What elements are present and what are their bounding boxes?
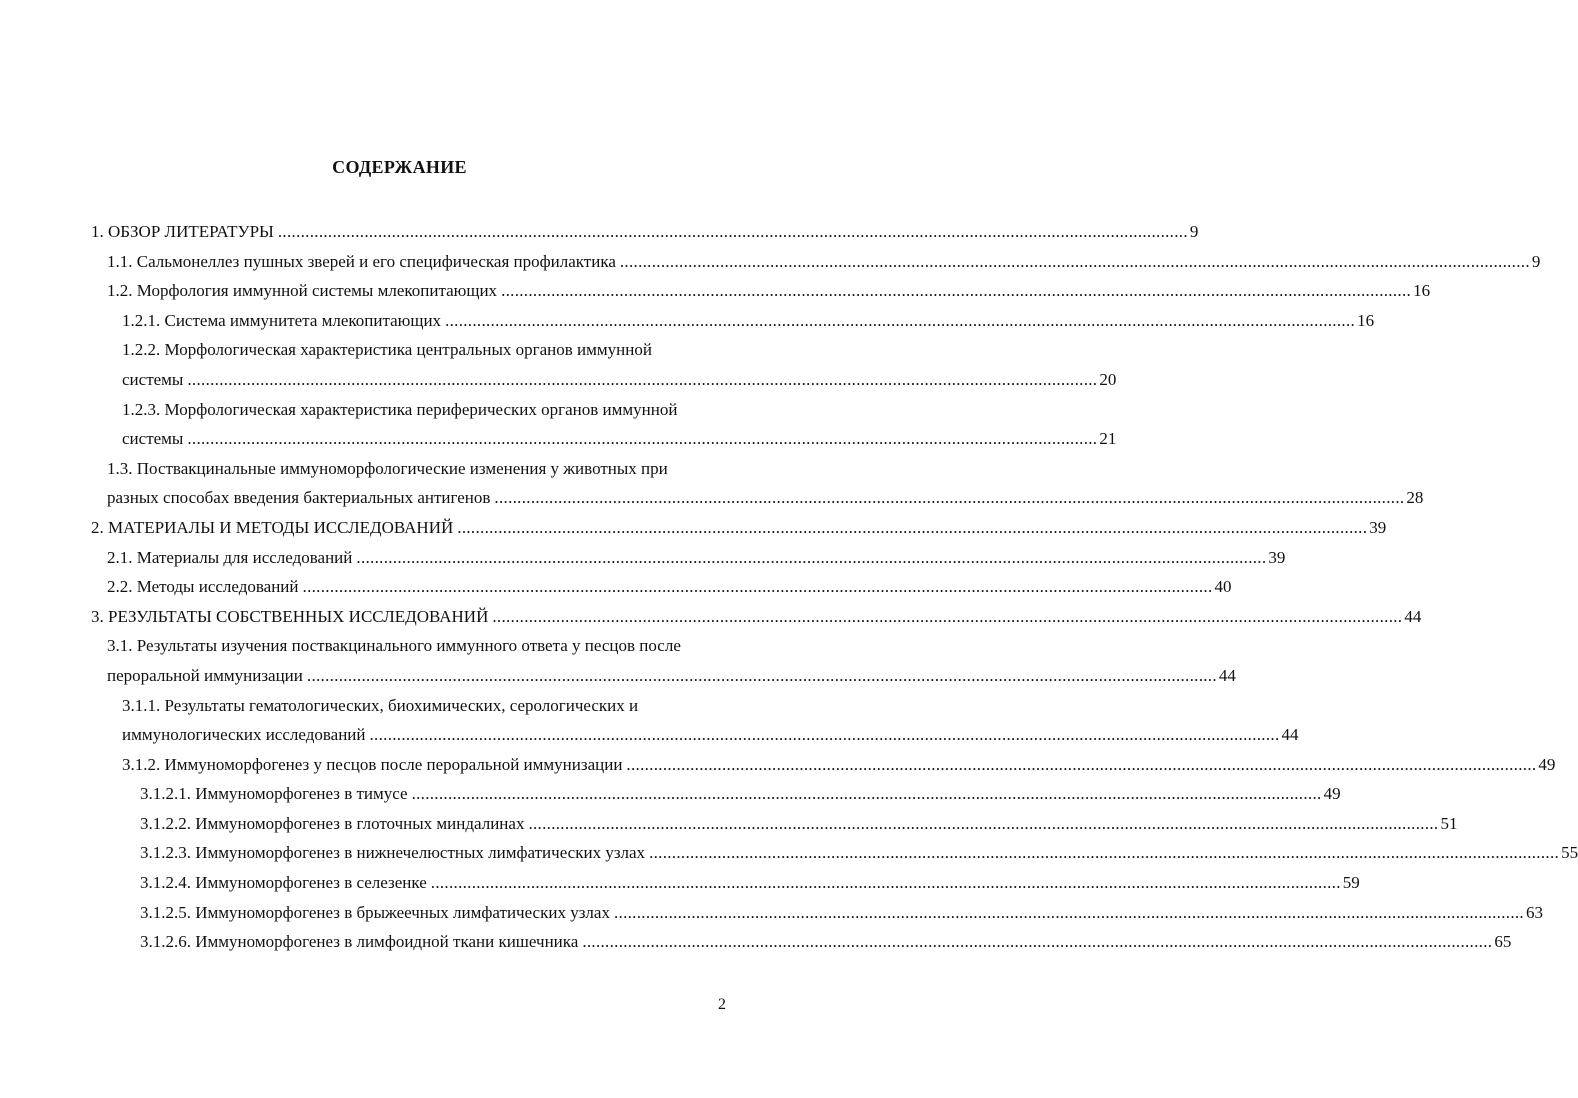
toc-entry-page: 44 (1404, 606, 1422, 626)
toc-entry-title-first-line: 1.3. Поствакцинальные иммуноморфологические изменения у животных при (107, 458, 668, 478)
toc-entry-3-1-2-4[interactable] (0, 868, 1360, 898)
toc-entry-3-1-2-3[interactable] (0, 838, 1578, 868)
toc-entry-title-first-line: 3.1.1. Результаты гематологических, биохимических, серологических и (122, 695, 639, 715)
toc-entry-title: 3.1.2.1. Иммуноморфогенез в тимусе (140, 784, 408, 804)
toc-entry-title: системы (122, 429, 184, 449)
toc-entry-title: 3.1.2.5. Иммуноморфогенез в брыжеечных лимфатических узлах (140, 902, 610, 922)
toc-entry-1-3[interactable] (0, 454, 1424, 513)
toc-entry-2-1[interactable] (0, 543, 1286, 573)
toc-entry-3-1-2-2[interactable] (0, 809, 1458, 839)
toc-entry-page: 49 (1323, 784, 1341, 804)
toc-entry-3-1-2[interactable] (0, 750, 1556, 780)
toc-entry-page: 9 (1531, 251, 1541, 271)
dot-leader: ........................................................................................................................................................................................................ (626, 754, 1537, 774)
toc-entry-page: 44 (1218, 665, 1236, 685)
toc-entry-page: 59 (1342, 873, 1360, 893)
toc-entry-3[interactable] (0, 602, 1422, 632)
toc-entry-page: 55 (1561, 843, 1578, 863)
toc-entry-title: разных способах введения бактериальных антигенов (107, 488, 491, 508)
dot-leader: ........................................................................................................................................................................................................ (619, 251, 1530, 271)
toc-entry-page: 9 (1189, 222, 1199, 241)
dot-leader: ........................................................................................................................................................................................................ (649, 843, 1560, 863)
toc-entry-title: 2. МАТЕРИАЛЫ И МЕТОДЫ ИССЛЕДОВАНИЙ (91, 517, 454, 537)
toc-entry-title: 3.1.2. Иммуноморфогенез у песцов после пероральной иммунизации (122, 754, 623, 774)
toc-entry-title: 2.2. Методы исследований (107, 577, 299, 597)
toc-entry-3-1[interactable] (0, 631, 1236, 690)
toc-entry-title-first-line: 1.2.2. Морфологическая характеристика центральных органов иммунной (122, 340, 652, 360)
dot-leader: ........................................................................................................................................................................................................ (187, 369, 1098, 389)
toc-entry-title: 3.1.2.2. Иммуноморфогенез в глоточных миндалинах (140, 813, 525, 833)
toc-entry-1-2-3[interactable] (0, 395, 1117, 454)
toc-entry-page: 63 (1525, 902, 1543, 922)
toc-entry-title: 1.2. Морфология иммунной системы млекопитающих (107, 281, 498, 301)
page-number: 2 (718, 996, 726, 1013)
toc-entry-page: 20 (1099, 369, 1117, 389)
dot-leader: ........................................................................................................................................................................................................ (430, 873, 1341, 893)
toc-entry-title: системы (122, 369, 184, 389)
toc-entry-title: 1.2.1. Система иммунитета млекопитающих (122, 310, 442, 330)
dot-leader: ........................................................................................................................................................................................................ (277, 222, 1188, 241)
dot-leader: ........................................................................................................................................................................................................ (501, 281, 1412, 301)
toc-entry-title: 2.1. Материалы для исследований (107, 547, 353, 567)
toc-entry-title: пероральной иммунизации (107, 665, 303, 685)
dot-leader: ........................................................................................................................................................................................................ (494, 488, 1405, 508)
dot-leader: ........................................................................................................................................................................................................ (306, 665, 1217, 685)
toc-entry-title-first-line: 3.1. Результаты изучения поствакцинального иммунного ответа у песцов после (107, 636, 681, 656)
toc-entry-title: 3.1.2.4. Иммуноморфогенез в селезенке (140, 873, 427, 893)
dot-leader: ........................................................................................................................................................................................................ (492, 606, 1403, 626)
toc-entry-page: 65 (1494, 932, 1512, 952)
dot-leader: ........................................................................................................................................................................................................ (582, 932, 1493, 952)
toc-entry-page: 16 (1413, 281, 1431, 301)
toc-entry-title: 1.1. Сальмонеллез пушных зверей и его специфическая профилактика (107, 251, 616, 271)
dot-leader: ........................................................................................................................................................................................................ (613, 902, 1524, 922)
toc-entry-1-1[interactable] (0, 247, 1541, 277)
toc-title: СОДЕРЖАНИЕ (332, 157, 467, 177)
toc-entry-title: 3.1.2.3. Иммуноморфогенез в нижнечелюстных лимфатических узлах (140, 843, 646, 863)
toc-entry-page: 51 (1440, 813, 1458, 833)
toc-entry-page: 16 (1357, 310, 1375, 330)
toc-entry-1-2[interactable] (0, 276, 1431, 306)
dot-leader: ........................................................................................................................................................................................................ (187, 429, 1098, 449)
toc-entry-1[interactable] (0, 217, 1199, 247)
toc-entry-2[interactable] (0, 513, 1387, 543)
toc-entry-3-1-2-1[interactable] (0, 779, 1341, 809)
toc-entry-page: 40 (1214, 577, 1232, 597)
dot-leader: ........................................................................................................................................................................................................ (302, 577, 1213, 597)
dot-leader: ........................................................................................................................................................................................................ (528, 813, 1439, 833)
toc-entry-3-1-1[interactable] (0, 691, 1299, 750)
toc-entry-3-1-2-5[interactable] (0, 898, 1543, 928)
dot-leader: ........................................................................................................................................................................................................ (411, 784, 1322, 804)
dot-leader: ........................................................................................................................................................................................................ (445, 310, 1356, 330)
toc-entry-page: 49 (1538, 754, 1556, 774)
toc-entry-2-2[interactable] (0, 572, 1232, 602)
toc-entry-title: иммунологических исследований (122, 725, 366, 745)
toc-entry-page: 39 (1369, 517, 1387, 537)
toc-entry-page: 44 (1281, 725, 1299, 745)
table-of-contents (0, 217, 1578, 957)
toc-entry-title: 3.1.2.6. Иммуноморфогенез в лимфоидной ткани кишечника (140, 932, 579, 952)
toc-entry-1-2-2[interactable] (0, 335, 1117, 394)
dot-leader: ........................................................................................................................................................................................................ (369, 725, 1280, 745)
toc-entry-title: 3. РЕЗУЛЬТАТЫ СОБСТВЕННЫХ ИССЛЕДОВАНИЙ (91, 606, 489, 626)
dot-leader: ........................................................................................................................................................................................................ (356, 547, 1267, 567)
toc-entry-page: 21 (1099, 429, 1117, 449)
toc-entry-title: 1. ОБЗОР ЛИТЕРАТУРЫ (91, 222, 274, 241)
dot-leader: ........................................................................................................................................................................................................ (457, 517, 1368, 537)
toc-entry-1-2-1[interactable] (0, 306, 1375, 336)
toc-entry-3-1-2-6[interactable] (0, 927, 1512, 957)
toc-entry-page: 39 (1268, 547, 1286, 567)
toc-entry-title-first-line: 1.2.3. Морфологическая характеристика периферических органов иммунной (122, 399, 678, 419)
toc-entry-page: 28 (1406, 488, 1424, 508)
